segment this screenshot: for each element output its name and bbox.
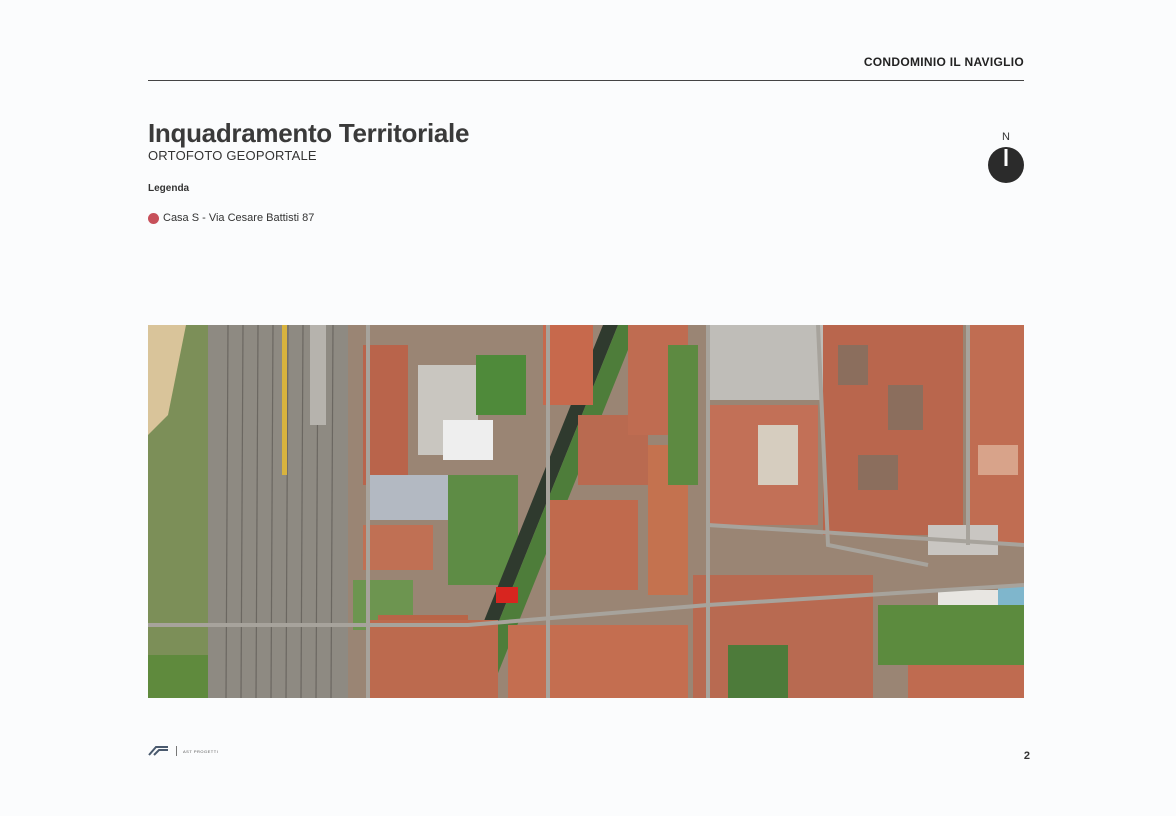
north-arrow [986,131,1026,185]
north-letter: N [1002,131,1010,143]
legend-heading: Legenda [148,183,190,194]
header-divider [148,80,1024,81]
footer-brand: AST PROGETTI [183,748,219,754]
footer-logo [148,746,218,756]
page-subtitle: ORTOFOTO GEOPORTALE [148,148,317,163]
page-title: Inquadramento Territoriale [148,118,470,148]
legend-dot-icon [148,213,159,224]
footer-separator [176,746,177,756]
legend-item [148,212,314,224]
page-number: 2 [1023,750,1030,762]
north-arrow-icon [988,147,1024,183]
orthophoto-map [148,325,1024,698]
header-project-name: CONDOMINIO IL NAVIGLIO [863,55,1024,69]
company-logo-icon [148,746,170,756]
legend-item-label: Casa S - Via Cesare Battisti 87 [163,212,315,224]
